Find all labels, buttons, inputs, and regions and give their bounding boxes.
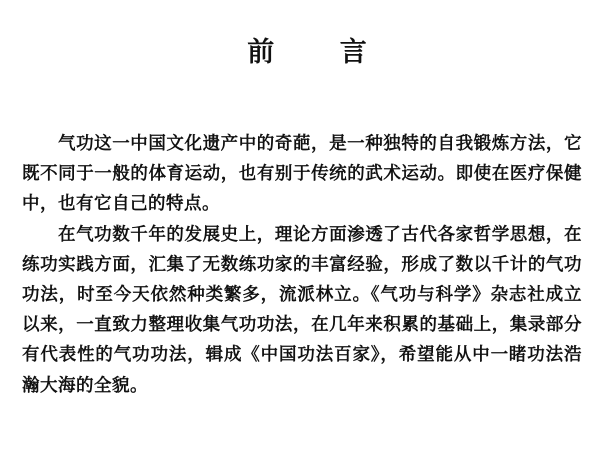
paragraph: 在气功数千年的发展史上，理论方面渗透了古代各家哲学思想，在练功实践方面，汇集了无数练功家的丰富经验，形成了数以千计的气功功法，时至今天依然种类繁多，流派林立。《气功与科学》杂志社成立以来，一直致力整理收集气功功法，在几年来积累的基础上，集录部分有代表性的气功功法，辑成《中国功法百家》，希望能从中一睹功法浩瀚大海的全貌。 <box>22 224 582 396</box>
page-title: 前 言 <box>247 37 395 68</box>
paragraph: 气功这一中国文化遗产中的奇葩，是一种独特的自我锻炼方法，它既不同于一般的体育运动，也有别于传统的武术运动。即使在医疗保健中，也有它自己的特点。 <box>22 134 582 215</box>
document-body <box>22 129 582 401</box>
